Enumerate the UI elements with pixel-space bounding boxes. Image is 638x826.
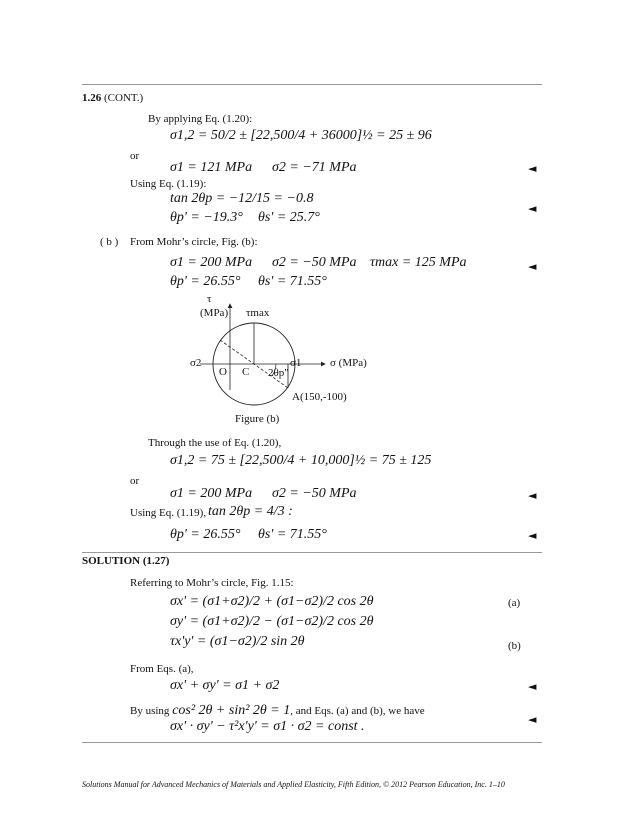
product-eq: σx' · σy' − τ²x'y' = σ1 · σ2 = const .: [170, 719, 365, 734]
eq-tag-a: (a): [508, 597, 521, 609]
sigma2-b2: σ2 = −50 MPa: [272, 486, 357, 501]
sum-eq: σx' + σy' = σ1 + σ2: [170, 678, 280, 693]
answer-arrow-icon: ◄: [528, 162, 537, 175]
sigma2-fig-label: σ2: [190, 357, 202, 369]
origin-label: O: [219, 366, 227, 378]
mohr-intro-text: From Mohr’s circle, Fig. (b):: [130, 236, 258, 248]
answer-arrow-icon: ◄: [528, 529, 537, 542]
taumax-fig-label: τmax: [246, 307, 270, 319]
thetap-b: θp' = 26.55°: [170, 274, 241, 289]
sigma2-a: σ2 = −71 MPa: [272, 160, 357, 175]
bottom-rule: [82, 742, 542, 743]
eq-tag-b: (b): [508, 640, 521, 652]
answer-arrow-icon: ◄: [528, 260, 537, 273]
sigma1-b: σ1 = 200 MPa: [170, 255, 253, 270]
thetap-a: θp' = −19.3°: [170, 210, 243, 225]
sigma1-a: σ1 = 121 MPa: [170, 160, 253, 175]
page-footer: Solutions Manual for Advanced Mechanics of Materials and Applied Elasticity, Fifth Edition, © 2012 Pearson Education, Inc. 1–10: [82, 780, 505, 789]
sigma2-b: σ2 = −50 MPa: [272, 255, 357, 270]
identity-eq: cos² 2θ + sin² 2θ = 1: [172, 703, 291, 718]
thetap-b2: θp' = 26.55°: [170, 527, 241, 542]
eq-sigma12-b: σ1,2 = 75 ± [22,500/4 + 10,000]½ = 75 ± 125: [170, 453, 432, 468]
tau-units-label: (MPa): [200, 307, 229, 319]
thetas-a: θs' = 25.7°: [258, 210, 320, 225]
referring-text: Referring to Mohr’s circle, Fig. 1.15:: [130, 577, 294, 589]
sigma-axis-label: σ (MPa): [330, 357, 367, 369]
tan-eq-a: tan 2θp = −12/15 = −0.8: [170, 191, 314, 206]
thetas-b2: θs' = 71.55°: [258, 527, 327, 542]
figure-caption: Figure (b): [235, 413, 280, 425]
eq-sigma-y: σy' = (σ1+σ2)/2 − (σ1−σ2)/2 cos 2θ: [170, 614, 374, 629]
or-text-a: or: [130, 150, 140, 162]
answer-arrow-icon: ◄: [528, 680, 537, 693]
taumax-b: τmax = 125 MPa: [370, 255, 467, 270]
answer-arrow-icon: ◄: [528, 202, 537, 215]
eq-sigma12-a: σ1,2 = 50/2 ± [22,500/4 + 36000]½ = 25 ± 96: [170, 128, 432, 143]
by-using-text: By using cos² 2θ + sin² 2θ = 1, and Eqs. (a) and (b), we have: [130, 703, 425, 718]
tau-axis-label: τ: [207, 293, 212, 305]
using-eq-text-a: Using Eq. (1.19):: [130, 178, 207, 190]
applying-eq-text: By applying Eq. (1.20):: [148, 113, 253, 125]
eq-tau-xy: τx'y' = (σ1−σ2)/2 sin 2θ: [170, 634, 305, 649]
or-text-b: or: [130, 475, 140, 487]
eq-sigma-x: σx' = (σ1+σ2)/2 + (σ1−σ2)/2 cos 2θ: [170, 594, 374, 609]
problem-heading: 1.26 (CONT.): [82, 92, 144, 104]
through-eq-text: Through the use of Eq. (1.20),: [148, 437, 282, 449]
center-label: C: [242, 366, 250, 378]
from-eqs-text: From Eqs. (a),: [130, 663, 194, 675]
sigma1-fig-label: σ1: [290, 357, 302, 369]
tan-eq-b: tan 2θp = 4/3 :: [208, 504, 293, 519]
thetas-b: θs' = 71.55°: [258, 274, 327, 289]
point-a-label: A(150,-100): [292, 391, 347, 403]
section-rule: [82, 552, 542, 553]
part-b-label: ( b ): [100, 236, 119, 248]
solution-heading: SOLUTION (1.27): [82, 555, 170, 567]
answer-arrow-icon: ◄: [528, 713, 537, 726]
answer-arrow-icon: ◄: [528, 489, 537, 502]
angle-label: 2θp": [268, 367, 289, 379]
top-rule: [82, 84, 542, 85]
using-eq-text-b: Using Eq. (1.19),: [130, 507, 207, 519]
sigma1-b2: σ1 = 200 MPa: [170, 486, 253, 501]
